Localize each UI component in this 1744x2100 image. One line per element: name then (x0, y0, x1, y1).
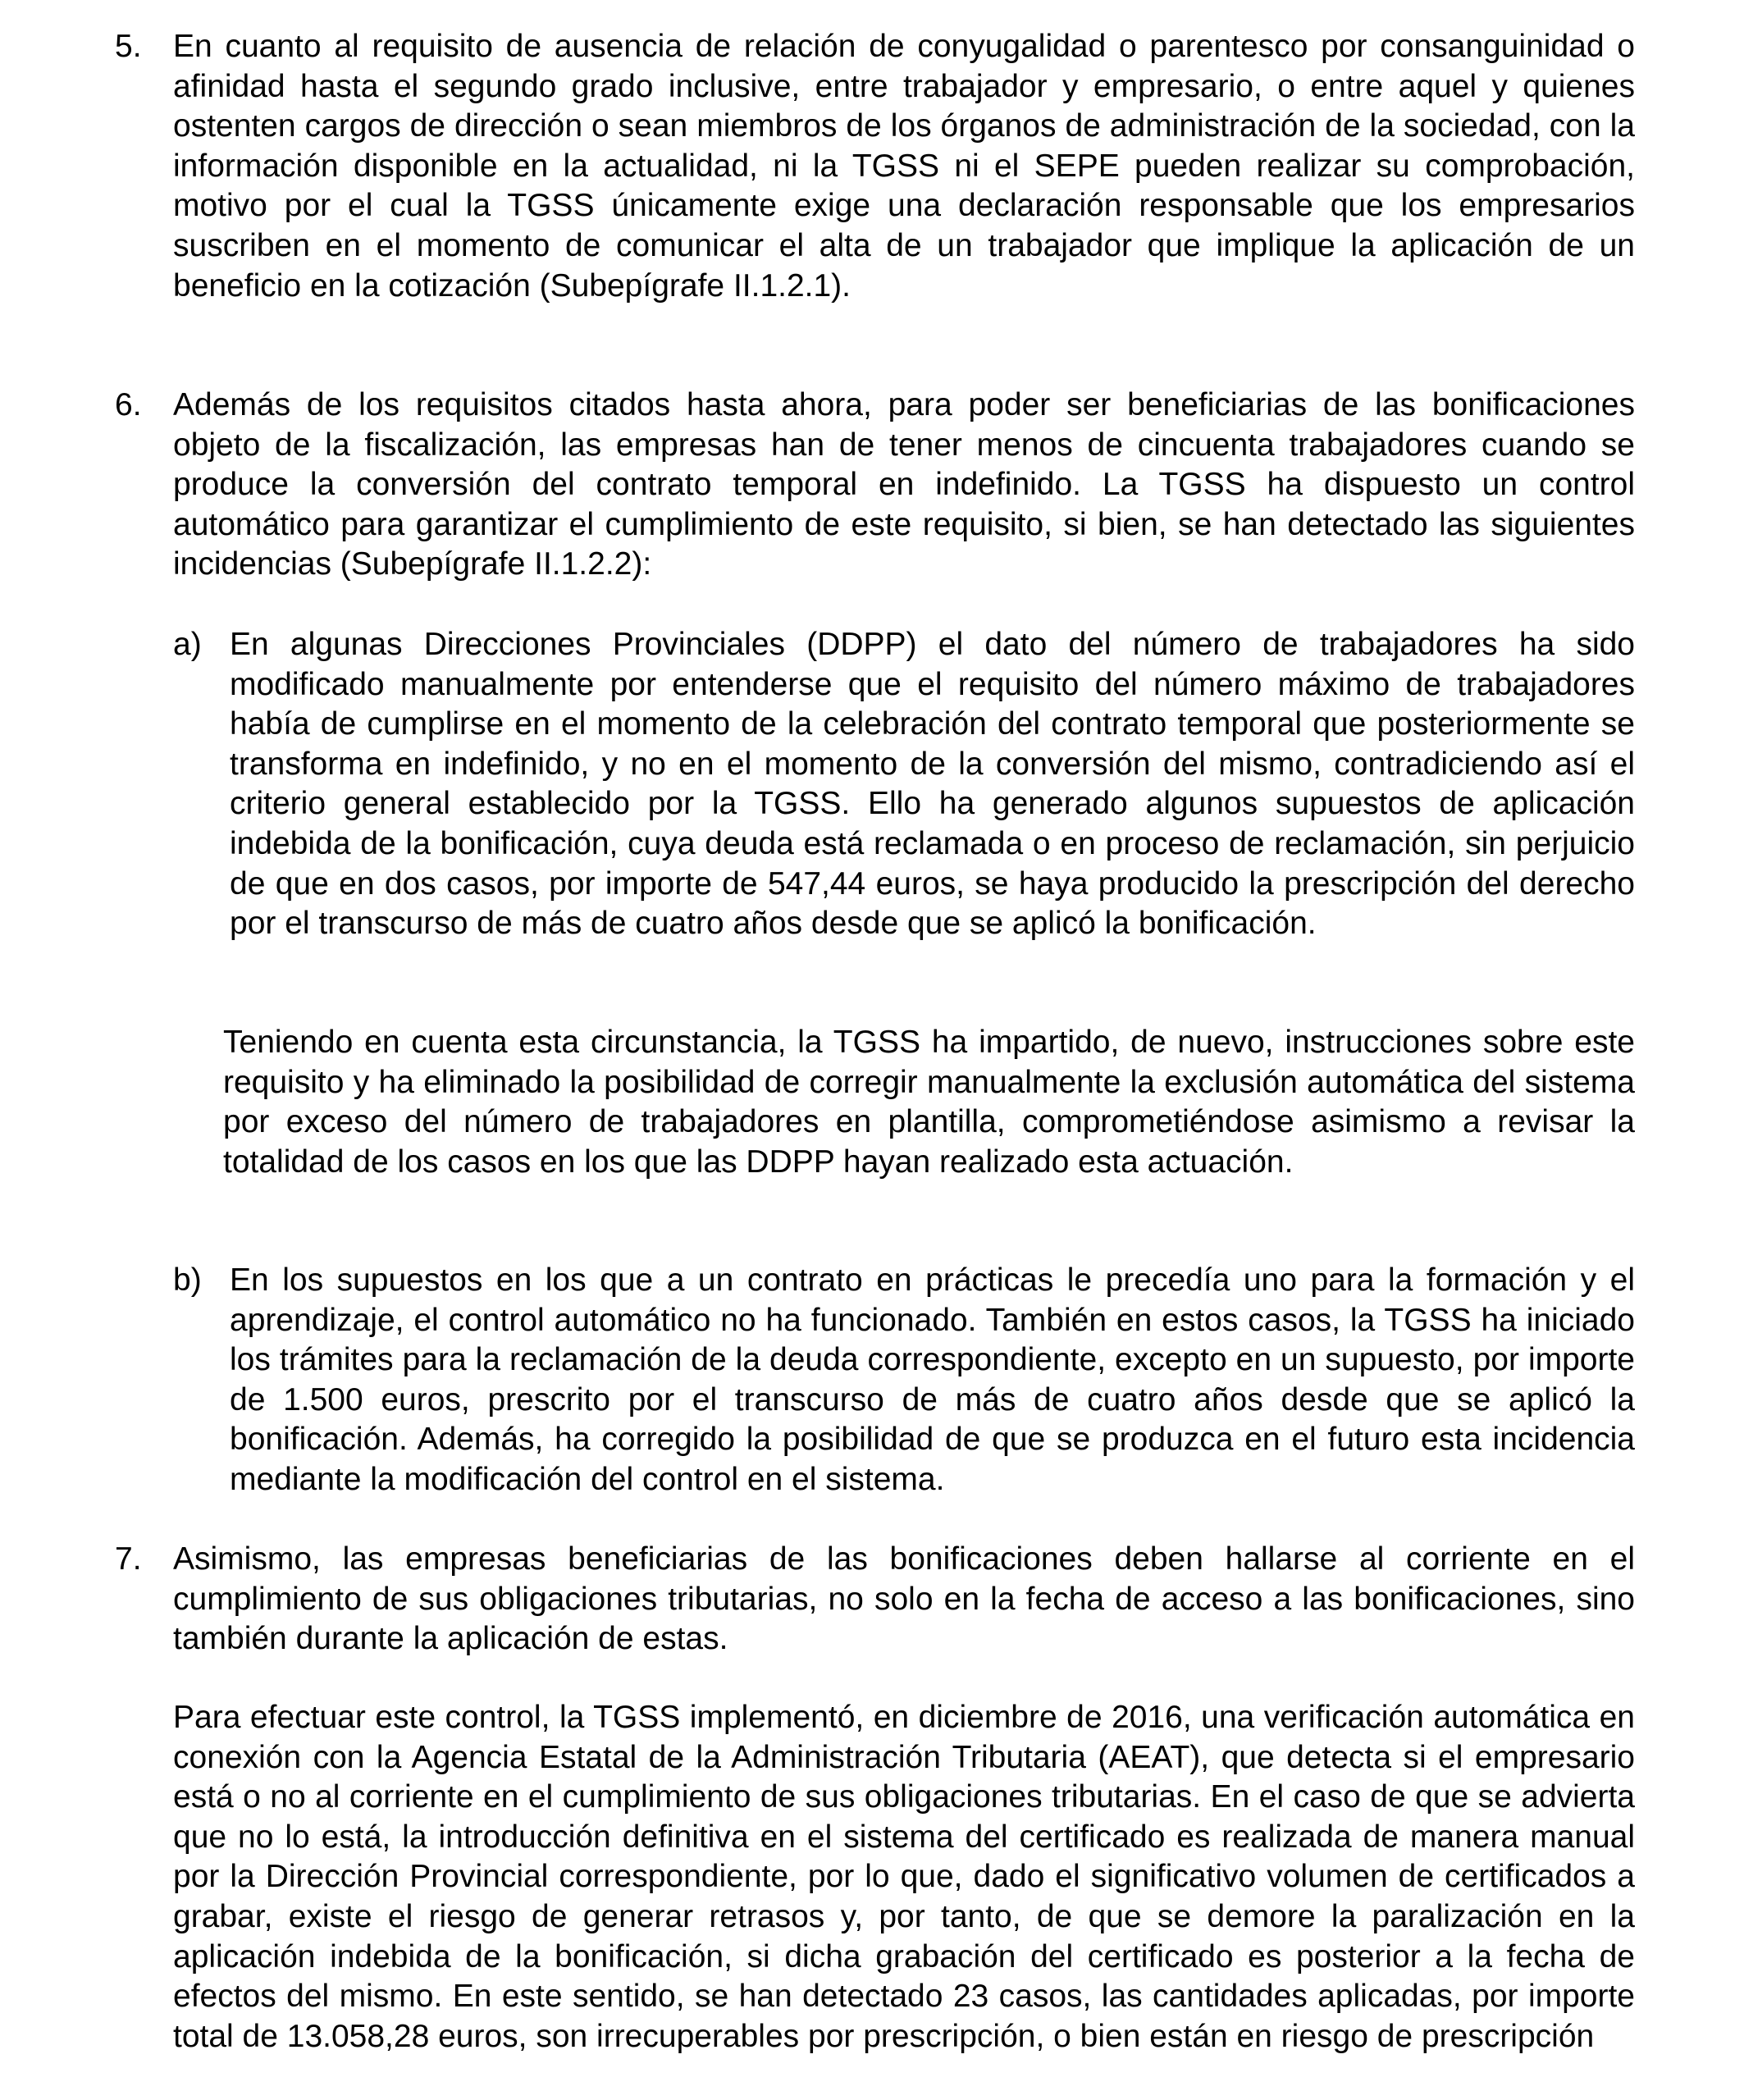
paragraph-item-5: En cuanto al requisito de ausencia de relación de conyugalidad o parentesco por consanguinidad o afinidad hasta el segundo grado inclusive, entre trabajador y empresario, o entre aquel y quienes ostenten cargos de dirección o sean miembros de los órganos de administración de la sociedad, con la información disponible en la actualidad, ni la TGSS ni el SEPE pueden realizar su comprobación, motivo por el cual la TGSS únicamente exige una declaración responsable que los empresarios suscriben en el momento de comunicar el alta de un trabajador que implique la aplicación de un beneficio en la cotización (Subepígrafe II.1.2.1). (173, 29, 1635, 304)
paragraph-item-7: Asimismo, las empresas beneficiarias de las bonificaciones deben hallarse al corriente en el cumplimiento de sus obligaciones tributarias, no solo en la fecha de acceso a las bonificaciones, sino también durante la aplicación de estas. (173, 1541, 1635, 1657)
paragraph-subitem-b: En los supuestos en los que a un contrato en prácticas le precedía uno para la formación y el aprendizaje, el control automático no ha funcionado. También en estos casos, la TGSS ha iniciado los trámites para la reclamación de la deuda correspondiente, excepto en un supuesto, por importe de 1.500 euros, prescrito por el transcurso de más de cuatro años desde que se aplicó la bonificación. Además, ha corregido la posibilidad de que se produzca en el futuro esta incidencia mediante la modificación del control en el sistema. (230, 1262, 1635, 1497)
paragraph-item-7-continuation: Para efectuar este control, la TGSS implementó, en diciembre de 2016, una verificación automática en conexión con la Agencia Estatal de la Administración Tributaria (AEAT), que detecta si el empresario está o no al corriente en el cumplimiento de sus obligaciones tributarias. En el caso de que se advierta que no lo está, la introducción definitiva en el sistema del certificado es realizada de manera manual por la Dirección Provincial correspondiente, por lo que, dado el significativo volumen de certificados a grabar, existe el riesgo de generar retrasos y, por tanto, de que se demore la paralización en la aplicación indebida de la bonificación, si dicha grabación del certificado es posterior a la fecha de efectos del mismo. En este sentido, se han detectado 23 casos, las cantidades aplicadas, por importe total de 13.058,28 euros, son irrecuperables por prescripción, o bien están en riesgo de prescripción (173, 1700, 1635, 2054)
paragraph-item-6: Además de los requisitos citados hasta ahora, para poder ser beneficiarias de las bonificaciones objeto de la fiscalización, las empresas han de tener menos de cincuenta trabajadores cuando se produce la conversión del contrato temporal en indefinido. La TGSS ha dispuesto un control automático para garantizar el cumplimiento de este requisito, si bien, se han detectado las siguientes incidencias (Subepígrafe II.1.2.2): (173, 387, 1635, 582)
sublist-letter-a: a) (173, 627, 202, 662)
paragraph-subitem-a: En algunas Direcciones Provinciales (DDPP) el dato del número de trabajadores ha sido modificado manualmente por entenderse que el requisito del número máximo de trabajadores había de cumplirse en el momento de la celebración del contrato temporal que posteriormente se transforma en indefinido, y no en el momento de la conversión del mismo, contradiciendo así el criterio general establecido por la TGSS. Ello ha generado algunos supuestos de aplicación indebida de la bonificación, cuya deuda está reclamada o en proceso de reclamación, sin perjuicio de que en dos casos, por importe de 547,44 euros, se haya producido la prescripción del derecho por el transcurso de más de cuatro años desde que se aplicó la bonificación. (230, 627, 1635, 942)
list-number-5: 5. (115, 29, 142, 64)
paragraph-subitem-a-continuation: Teniendo en cuenta esta circunstancia, la TGSS ha impartido, de nuevo, instrucciones sobre este requisito y ha eliminado la posibilidad de corregir manualmente la exclusión automática del sistema por exceso del número de trabajadores en plantilla, comprometiéndose asimismo a revisar la totalidad de los casos en los que las DDPP hayan realizado esta actuación. (223, 1025, 1635, 1180)
list-number-7: 7. (115, 1541, 142, 1577)
list-number-6: 6. (115, 387, 142, 422)
sublist-letter-b: b) (173, 1262, 202, 1298)
